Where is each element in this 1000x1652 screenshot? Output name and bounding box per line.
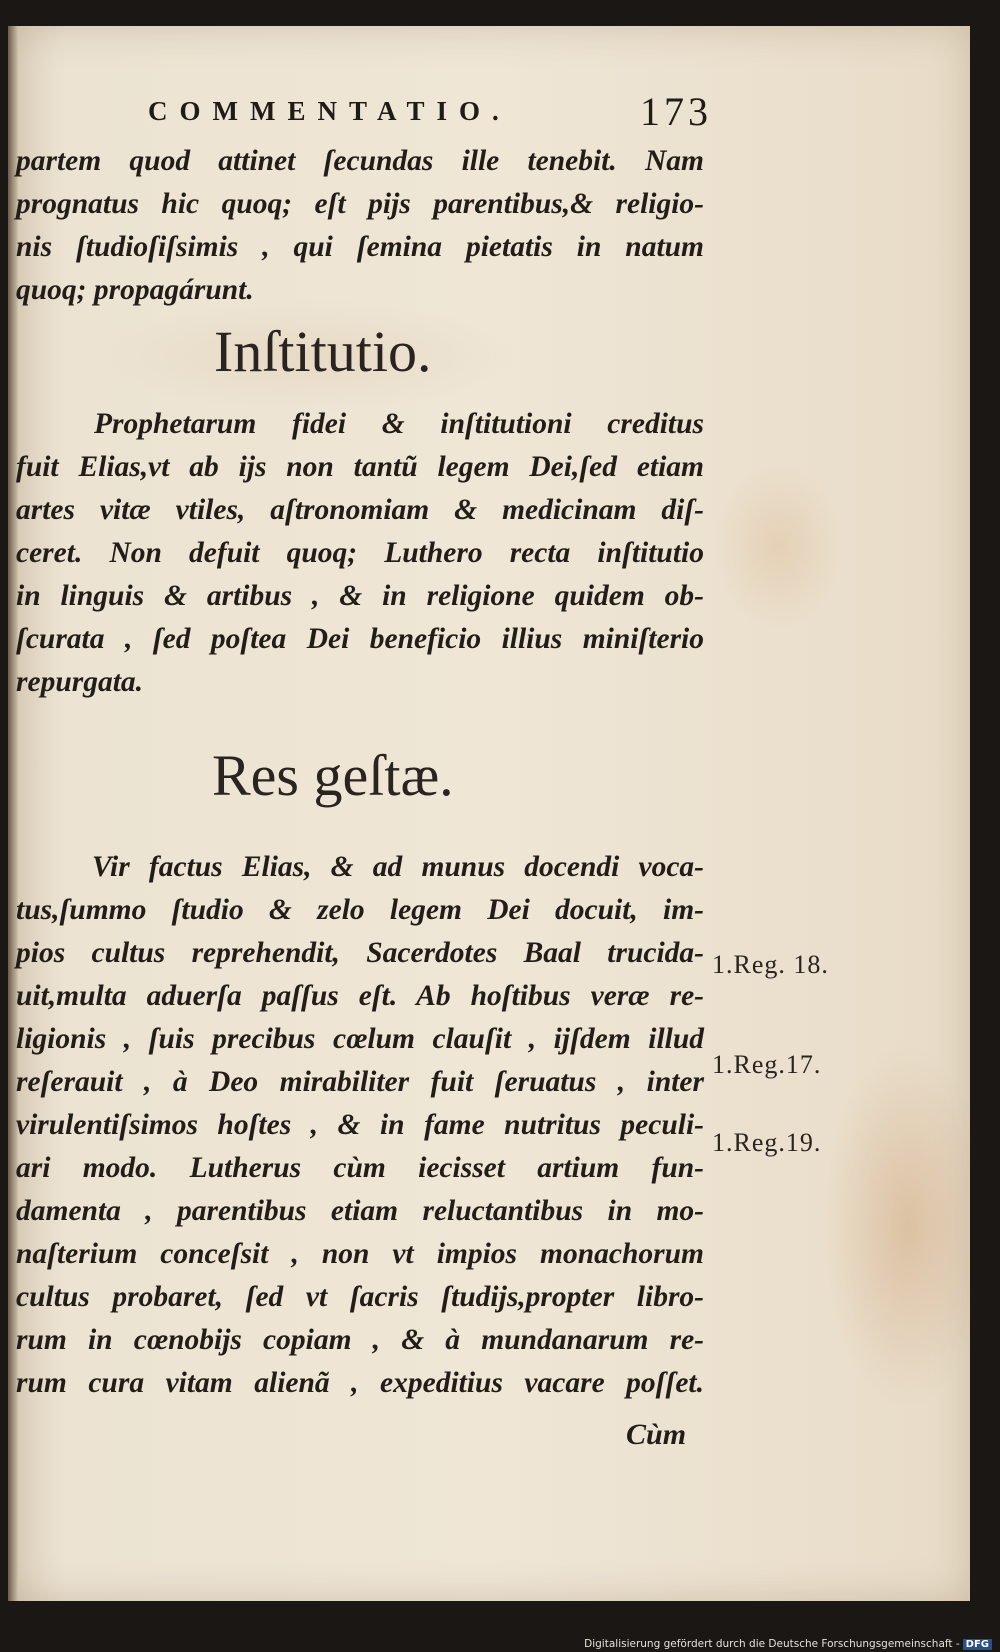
text-line: naſterium conceſsit , non vt impios monachorum	[16, 1238, 704, 1270]
text-line: rum cura vitam alienã , expeditius vacare poſſet.	[16, 1367, 704, 1399]
text-line: rum in cœnobijs copiam , & à mundanarum re-	[16, 1324, 704, 1356]
paragraph-1	[16, 140, 704, 312]
page-number: 173	[640, 89, 712, 134]
text-line: fuit Elias,vt ab ijs non tantũ legem Dei,ſed etiam	[16, 451, 704, 483]
marginal-note-1: 1.Reg. 18.	[712, 950, 829, 979]
text-line: prognatus hic quoq; eſt pijs parentibus,& religio-	[16, 188, 704, 220]
text-line: Vir factus Elias, & ad munus docendi voca-	[92, 851, 704, 883]
digitization-credit	[584, 1638, 992, 1650]
text-line: ſcurata , ſed poſtea Dei beneficio illius miniſterio	[16, 623, 704, 655]
text-line: repurgata.	[16, 666, 144, 698]
text-line: tus,ſummo ſtudio & zelo legem Dei docuit, im-	[16, 894, 704, 926]
paragraph-3	[16, 846, 704, 1405]
marginal-note-2: 1.Reg.17.	[712, 1050, 822, 1079]
running-head: COMMENTATIO.	[148, 96, 511, 126]
section-heading-institutio: Inſtitutio.	[214, 319, 432, 384]
text-line: ceret. Non defuit quoq; Luthero recta inſtitutio	[16, 537, 704, 569]
text-line: reſerauit , à Deo mirabiliter fuit ſeruatus , inter	[16, 1066, 704, 1098]
text-line: in linguis & artibus , & in religione quidem ob-	[16, 580, 704, 612]
text-line: virulentiſsimos hoſtes , & in fame nutritus peculi-	[16, 1109, 704, 1141]
text-line: artes vitæ vtiles, aſtronomiam & medicinam diſ-	[16, 494, 704, 526]
text-line: ligionis , ſuis precibus cœlum clauſit , ijſdem illud	[16, 1023, 704, 1055]
catchword: Cùm	[626, 1418, 687, 1451]
text-line: Prophetarum fidei & inſtitutioni creditus	[94, 408, 704, 440]
text-line: quoq; propagárunt.	[16, 274, 254, 306]
dfg-logo: DFG	[963, 1639, 992, 1650]
text-line: partem quod attinet ſecundas ille tenebit. Nam	[16, 145, 704, 177]
marginal-note-3: 1.Reg.19.	[712, 1128, 822, 1157]
text-line: damenta , parentibus etiam reluctantibus in mo-	[16, 1195, 704, 1227]
text-line: ari modo. Lutherus cùm iecisset artium fun-	[16, 1152, 704, 1184]
text-line: nis ſtudioſiſsimis , qui ſemina pietatis in natum	[16, 231, 704, 263]
section-heading-res-gestae: Res geſtæ.	[212, 743, 454, 808]
paragraph-2	[16, 403, 704, 704]
text-line: cultus probaret, ſed vt ſacris ſtudijs,propter libro-	[16, 1281, 704, 1313]
text-line: pios cultus reprehendit, Sacerdotes Baal trucida-	[16, 937, 704, 969]
credit-text: Digitalisierung gefördert durch die Deutsche Forschungsgemeinschaft -	[584, 1638, 960, 1650]
text-line: uit,multa aduerſa paſſus eſt. Ab hoſtibus veræ re-	[16, 980, 704, 1012]
